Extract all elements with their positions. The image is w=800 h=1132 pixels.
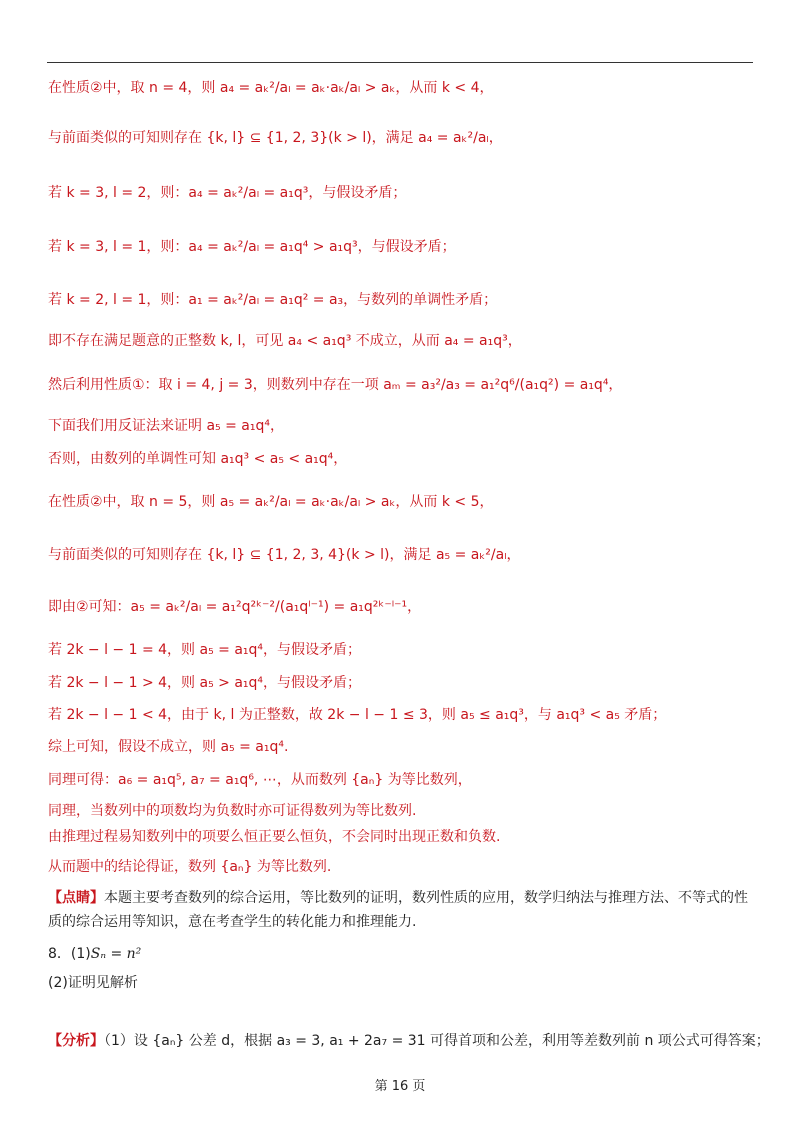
dianjing-tag: 【点睛】 bbox=[48, 890, 104, 906]
fenxi-paragraph bbox=[48, 1031, 770, 1051]
proof-line: 若 k = 3, l = 2，则：a₄ = aₖ²/aₗ = a₁q³，与假设矛盾； bbox=[48, 185, 407, 201]
dianjing-paragraph bbox=[48, 886, 753, 934]
proof-line: 由推理过程易知数列中的项要么恒正要么恒负，不会同时出现正数和负数. bbox=[48, 829, 501, 845]
q8-label: 8．(1) bbox=[48, 946, 91, 962]
proof-line: 即不存在满足题意的正整数 k, l，可见 a₄ < a₁q³ 不成立，从而 a₄ = a₁q³， bbox=[48, 333, 522, 349]
fenxi-tag: 【分析】 bbox=[48, 1033, 104, 1049]
proof-line: 若 2k − l − 1 = 4，则 a₅ = a₁q⁴，与假设矛盾； bbox=[48, 642, 362, 658]
proof-line: 下面我们用反证法来证明 a₅ = a₁q⁴， bbox=[48, 418, 284, 434]
proof-line: 从而题中的结论得证，数列 {aₙ} 为等比数列. bbox=[48, 859, 332, 875]
proof-line: 若 2k − l − 1 < 4，由于 k, l 为正整数，故 2k − l − 1 ≤ 3，则 a₅ ≤ a₁q³，与 a₁q³ < a₅ 矛盾； bbox=[48, 707, 667, 723]
proof-line: 然后利用性质①：取 i = 4, j = 3，则数列中存在一项 aₘ = a₃²/a₃ = a₁²q⁶/(a₁q²) = a₁q⁴， bbox=[48, 377, 623, 393]
proof-line: 若 k = 2, l = 1，则：a₁ = aₖ²/aₗ = a₁q² = a₃，与数列的单调性矛盾； bbox=[48, 292, 498, 308]
dianjing-text: 本题主要考查数列的综合运用，等比数列的证明，数列性质的应用，数学归纳法与推理方法、不等式的性质的综合运用等知识，意在考查学生的转化能力和推理能力. bbox=[48, 890, 748, 930]
proof-line: 与前面类似的可知则存在 {k, l} ⊆ {1, 2, 3}(k > l)，满足 a₄ = aₖ²/aₗ， bbox=[48, 130, 503, 146]
proof-line: 在性质②中，取 n = 5，则 a₅ = aₖ²/aₗ = aₖ·aₖ/aₗ > aₖ，从而 k < 5， bbox=[48, 494, 494, 510]
proof-line: 在性质②中，取 n = 4，则 a₄ = aₖ²/aₗ = aₖ·aₖ/aₗ > aₖ，从而 k < 4， bbox=[48, 80, 494, 96]
q8-formula: Sₙ = n² bbox=[90, 946, 142, 962]
fenxi-text: （1）设 {aₙ} 公差 d，根据 a₃ = 3, a₁ + 2a₇ = 31 可得首项和公差，利用等差数列前 n 项公式可得答案； bbox=[104, 1033, 770, 1049]
q8-answer-1 bbox=[48, 944, 141, 964]
header-rule bbox=[47, 62, 753, 63]
proof-line: 否则，由数列的单调性可知 a₁q³ < a₅ < a₁q⁴， bbox=[48, 451, 348, 467]
proof-line: 综上可知，假设不成立，则 a₅ = a₁q⁴. bbox=[48, 739, 289, 755]
proof-line: 与前面类似的可知则存在 {k, l} ⊆ {1, 2, 3, 4}(k > l)，满足 a₅ = aₖ²/aₗ， bbox=[48, 547, 521, 563]
proof-line: 即由②可知：a₅ = aₖ²/aₗ = a₁²q²ᵏ⁻²/(a₁qˡ⁻¹) = a₁q²ᵏ⁻ˡ⁻¹， bbox=[48, 599, 422, 615]
q8-answer-2: (2)证明见解析 bbox=[48, 975, 138, 991]
proof-line: 若 k = 3, l = 1，则：a₄ = aₖ²/aₗ = a₁q⁴ > a₁q³，与假设矛盾； bbox=[48, 239, 456, 255]
proof-line: 若 2k − l − 1 > 4，则 a₅ > a₁q⁴，与假设矛盾； bbox=[48, 675, 362, 691]
page-number: 第 16 页 bbox=[374, 1079, 426, 1094]
proof-line: 同理可得：a₆ = a₁q⁵, a₇ = a₁q⁶, ⋯，从而数列 {aₙ} 为等比数列， bbox=[48, 772, 472, 788]
proof-line: 同理，当数列中的项数均为负数时亦可证得数列为等比数列. bbox=[48, 803, 417, 819]
